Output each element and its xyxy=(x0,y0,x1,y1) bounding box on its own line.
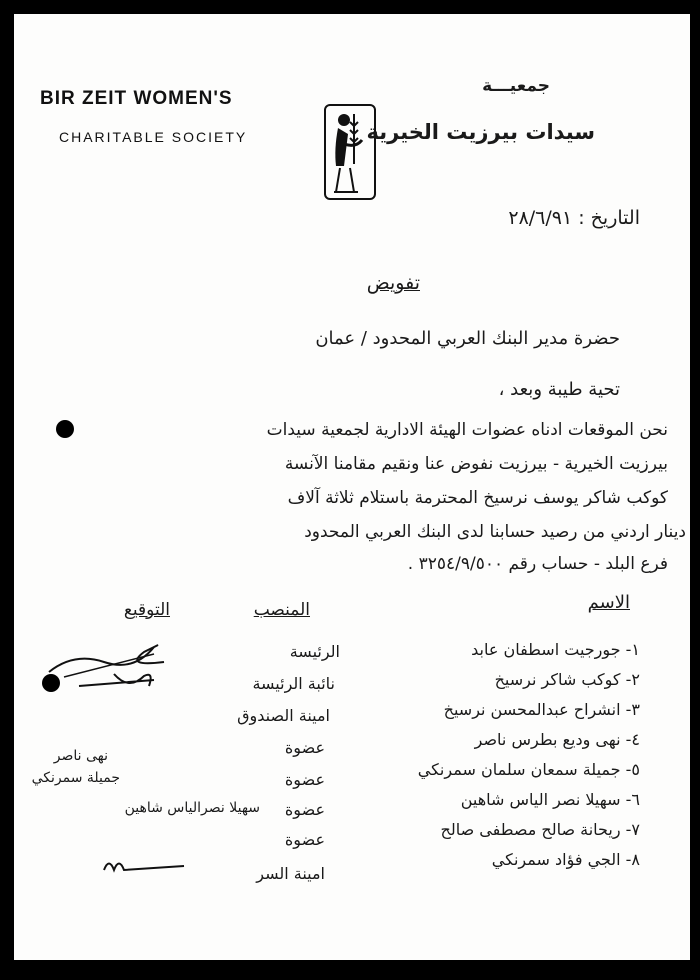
member-position-6: عضوة xyxy=(284,800,325,819)
signature-3 xyxy=(99,852,189,882)
member-name-2: ٢- كوكب شاكر نرسيخ xyxy=(494,670,640,689)
punch-hole-top xyxy=(56,420,74,438)
letterhead-en-line1: BIR ZEIT WOMEN'S xyxy=(40,88,233,109)
side-note-suhaila: سهيلا نصرالياس شاهين xyxy=(124,800,260,816)
letter-subject: تفويض xyxy=(366,272,420,294)
member-name-4: ٤- نهى وديع بطرس ناصر xyxy=(474,730,640,749)
member-position-8: امينة السر xyxy=(256,864,325,883)
letter-page xyxy=(14,14,690,960)
member-position-7: عضوة xyxy=(284,830,325,849)
body-line-2: بيرزيت الخيرية - بيرزيت نفوض عنا ونقيم مقامنا الآنسة xyxy=(284,454,668,474)
letterhead-ar-line1: جمعيـــة xyxy=(482,76,550,96)
signature-2 xyxy=(74,666,164,696)
punch-hole-bottom xyxy=(42,674,60,692)
member-position-2: نائبة الرئيسة xyxy=(252,674,335,693)
member-name-5: ٥- جميلة سمعان سلمان سمرنكي xyxy=(417,760,640,779)
header-position: المنصب xyxy=(253,600,310,620)
body-line-3: كوكب شاكر يوسف نرسيخ المحترمة باستلام ثلاثة آلاف xyxy=(287,488,668,508)
member-name-1: ١- جورجيت اسطفان عابد xyxy=(471,640,640,659)
member-name-3: ٣- انشراح عبدالمحسن نرسيخ xyxy=(443,700,640,719)
member-name-6: ٦- سهيلا نصر الياس شاهين xyxy=(460,790,640,809)
member-position-3: امينة الصندوق xyxy=(237,706,330,725)
body-line-1: نحن الموقعات ادناه عضوات الهيئة الادارية لجمعية سيدات xyxy=(266,420,668,440)
letterhead-ar-line2: سيدات بيرزيت الخيرية xyxy=(366,120,595,144)
header-name: الاسم xyxy=(587,592,630,613)
letter-addressee: حضرة مدير البنك العربي المحدود / عمان xyxy=(315,328,620,349)
letter-date: التاريخ : ٢٨/٦/٩١ xyxy=(508,207,640,229)
side-note-nuha: نهى ناصر xyxy=(53,748,108,764)
letterhead-en-line2: CHARITABLE SOCIETY xyxy=(59,129,248,145)
member-position-1: الرئيسة xyxy=(289,642,340,661)
member-position-4: عضوة xyxy=(284,738,325,757)
header-signature: التوقيع xyxy=(123,600,170,620)
body-line-4: دينار اردني من رصيد حسابنا لدى البنك العربي المحدود xyxy=(304,522,686,542)
side-note-jamila: جميلة سمرنكي xyxy=(31,770,120,786)
member-name-8: ٨- الجي فؤاد سمرنكي xyxy=(491,850,640,869)
member-position-5: عضوة xyxy=(284,770,325,789)
society-logo xyxy=(324,104,376,200)
member-name-7: ٧- ريحانة صالح مصطفى صالح xyxy=(440,820,640,839)
letter-greeting: تحية طيبة وبعد ، xyxy=(498,379,620,400)
body-line-5: فرع البلد - حساب رقم ٣٢٥٤/٩/٥٠٠ . xyxy=(407,554,668,574)
